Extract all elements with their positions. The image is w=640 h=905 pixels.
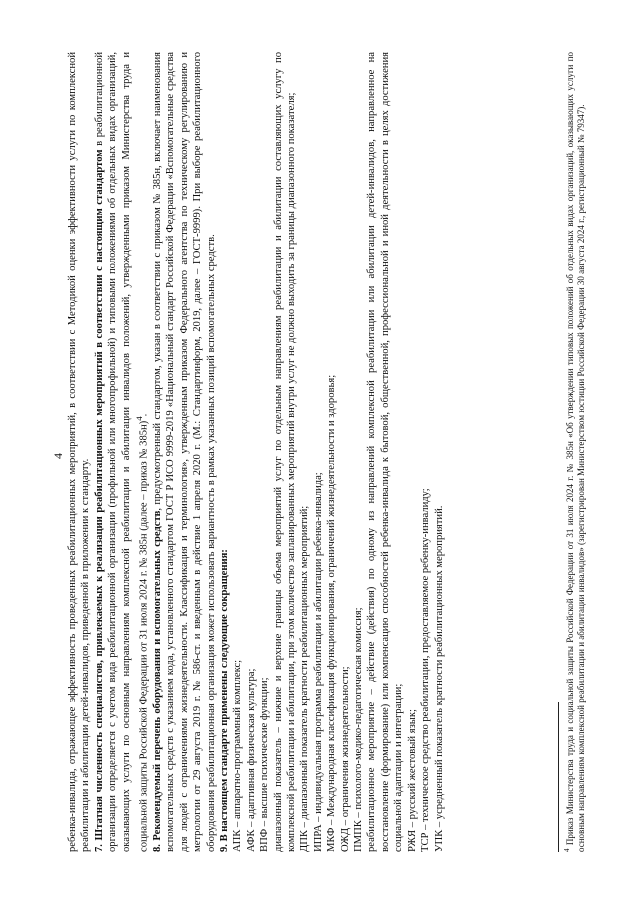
abbreviation-item: АФК – адаптивная физическая культура; <box>245 668 257 852</box>
section-7-heading: 7. Штатная численность специалистов, привлекаемых к реализации реабилитационных мероприятий в соответствии с настоящим стандартом <box>93 149 105 852</box>
abbreviation-item: МКФ – Международная классификация функционирования, ограничений жизнедеятельности и здоровья; <box>326 374 338 852</box>
document-body <box>66 52 446 852</box>
abbreviation-item: ДПК – диапазонный показатель кратности реабилитационных мероприятий; <box>299 505 311 852</box>
abbreviation-item: АПК – аппаратно-программный комплекс; <box>232 659 244 852</box>
section-9-heading-plain: 9. В настоящем стандарте применены следующие <box>219 611 230 852</box>
footnote-separator <box>558 702 559 852</box>
section-7-text: в реабилитационной организации определяется с учетом вида реабилитационной организации (профильной или многопрофильной) и типовыми положениями об отдельных видах организаций, оказывающих услуги по основным направлениям комплексной реабилитации и абилитации инвалидов положений, утвержденными приказом Министерства труда и социальной защиты Российской Федерации от 31 июля 2024 г. № 385н (далее – приказ № 385н) <box>93 52 150 852</box>
section-9-heading <box>219 549 230 852</box>
section-8-heading: 8. Рекомендуемый перечень оборудования и вспомогательных средств <box>151 510 163 852</box>
abbreviation-item: ОЖД – ограничения жизнедеятельности; <box>339 666 351 852</box>
abbreviation-item: РЖЯ – русский жестовый язык; <box>406 709 418 852</box>
footnote <box>562 52 587 852</box>
abbreviation-item: диапазонный показатель – нижние и верхние границы объема мероприятий услуг по отдельным направлениям реабилитации и абилитации составляющих услугу по комплексной реабилитации и абилитации, при этом количество запланированных мероприятий внутри услуг не должно выходить за границы диапазонного показателя; <box>272 52 298 852</box>
page-number: 4 <box>51 453 65 459</box>
section-9-heading-bold: сокращения: <box>219 549 230 612</box>
abbreviation-item: ВПФ – высшие психические функции; <box>259 677 271 852</box>
section-8-text: , предусмотренный стандартом, указан в соответствии с приказом № 385н, включает наименования вспомогательных средств с указанием кода, установленного стандартом ГОСТ Р ИСО 9999-2019 «Национальный стандарт Российской Федерации «Вспомогательные средства для людей с ограничениями жизнедеятельности. Классификация и терминология», утвержденным приказом Федерального агентства по техническому регулированию и метрологии от 29 августа 2019 г. № 586-ст. и введенным в действие 1 апреля 2020 г. (М.: Стандартинформ, 2019, далее – ГОСТ-9999). При выборе реабилитационного оборудования реабилитационная организация может использовать вариантность в рамках указанных позиций вспомогательных средств. <box>151 52 217 852</box>
footnote-text: Приказ Министерства труда и социальной защиты Российской Федерации от 31 июля 2024 г. № 385н «Об утверждении типовых положений об отдельных видах организаций, оказывающих услуги по основным направлениям комплексной реабилитации и абилитации инвалидов» (зарегистрирован Министерством юстиции Российской Федерации 30 августа 2024 г., регистрационный № 79347). <box>565 52 586 852</box>
rotated-content <box>50 52 610 852</box>
abbreviation-item: реабилитационное мероприятие – действие (действия) по одному из направлений комплексной реабилитации или абилитации детей-инвалидов, направленное на восстановление (формирование) или компенсацию способностей ребенка-инвалида к бытовой, общественной, профессиональной и иной деятельности в целях достижения социальной адаптации и интеграции; <box>366 52 405 852</box>
section-9 <box>218 52 231 852</box>
abbreviation-list <box>231 52 446 852</box>
footnote-number: 4 <box>563 848 571 852</box>
footnote-ref: 4 <box>134 416 145 421</box>
abbreviation-item: УПК – усредненный показатель кратности реабилитационных мероприятий. <box>433 505 445 852</box>
abbreviation-item: ТСР – техническое средство реабилитации, предоставляемое ребенку-инвалиду; <box>420 488 432 852</box>
abbreviation-item: ПМПК – психолого-медико-педагогическая комиссия; <box>353 607 365 852</box>
section-7: 7. Штатная численность специалистов, привлекаемых к реализации реабилитационных мероприятий в соответствии с настоящим стандартом в реабилитационной организации определяется с учетом вида реабилитационной организации (профильной или многопрофильной) и типовыми положениями об отдельных видах организаций, оказывающих услуги по основным направлениям комплексной реабилитации и абилитации инвалидов положений, утвержденными приказом Министерства труда и социальной защиты Российской Федерации от 31 июля 2024 г. № 385н (далее – приказ № 385н)$^4$. <box>93 52 150 852</box>
section-8 <box>151 52 218 852</box>
paragraph-intro: ребенка-инвалида, отражающее эффективность проведенных реабилитационных мероприятий, в соответствии с Методикой оценки эффективности услуги по комплексной реабилитации и абилитации детей-инвалидов, приведенной в приложении к стандарту. <box>67 52 92 852</box>
abbreviation-item: ИПРА – индивидуальная программа реабилитации и абилитации ребенка-инвалида; <box>312 472 324 852</box>
